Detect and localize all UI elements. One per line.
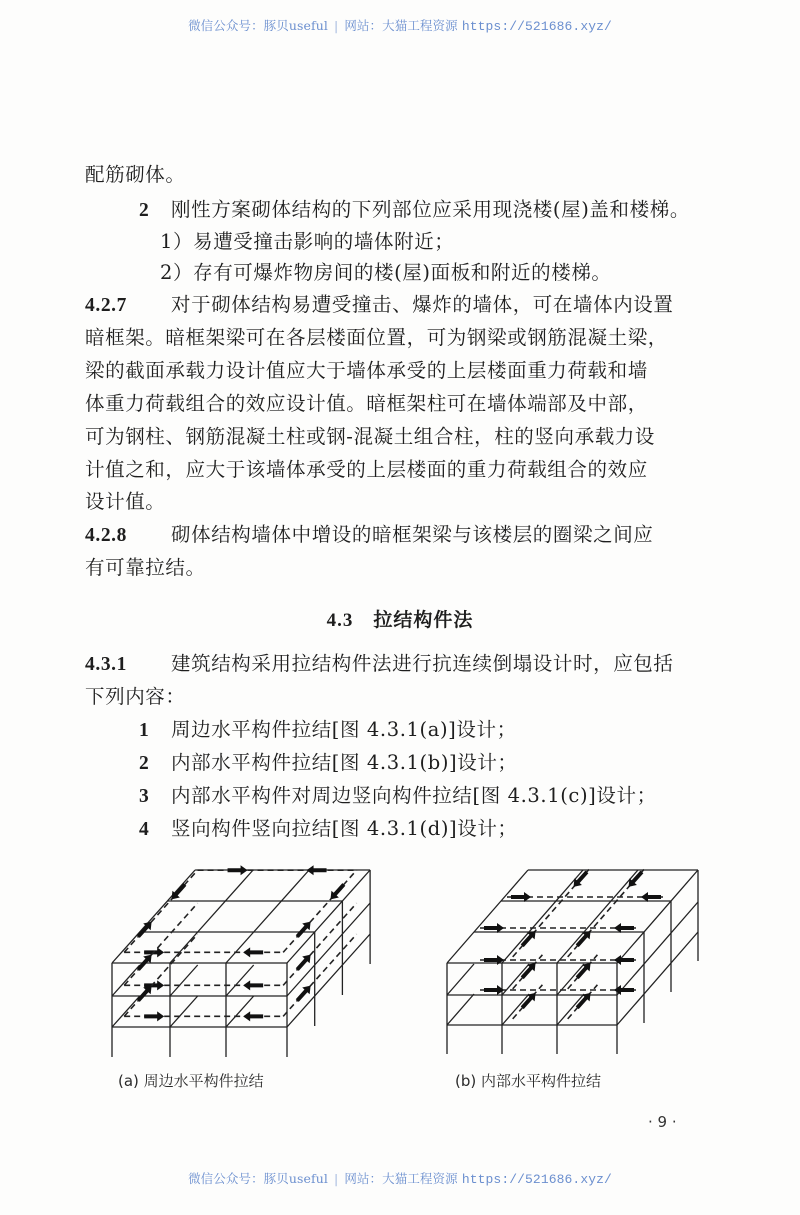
clause-number: 4.3.1 bbox=[85, 654, 127, 675]
clause-text: 建筑结构采用拉结构件法进行抗连续倒塌设计时，应包括 bbox=[171, 652, 674, 675]
text-line: 可为钢柱、钢筋混凝土柱或钢-混凝土组合柱，柱的竖向承载力设 bbox=[85, 425, 655, 448]
page-number: · 9 · bbox=[648, 1113, 677, 1131]
clause-number: 4.2.7 bbox=[85, 295, 127, 316]
item-text: 内部水平构件拉结[图 4.3.1(b)]设计； bbox=[171, 751, 518, 774]
item-number: 3 bbox=[139, 786, 150, 807]
item-text: 内部水平构件对周边竖向构件拉结[图 4.3.1(c)]设计； bbox=[171, 784, 657, 807]
watermark-separator: | bbox=[334, 1171, 339, 1186]
item-number: 1 bbox=[139, 720, 150, 741]
item-text: 竖向构件竖向拉结[图 4.3.1(d)]设计； bbox=[171, 817, 518, 840]
text-line: 配筋砌体。 bbox=[85, 163, 186, 186]
watermark-footer bbox=[0, 1169, 800, 1187]
text-line: 体重力荷载组合的效应设计值。暗框架柱可在墙体端部及中部， bbox=[85, 392, 648, 415]
watermark-wechat: 微信公众号：豚贝useful bbox=[188, 18, 329, 33]
watermark-url[interactable]: https://521686.xyz/ bbox=[461, 1172, 612, 1187]
text-line: 梁的截面承载力设计值应大于墙体承受的上层楼面重力荷载和墙 bbox=[85, 359, 648, 382]
section-number: 4.3 bbox=[326, 610, 354, 631]
item-number: 2 bbox=[139, 753, 150, 774]
item-text: 周边水平构件拉结[图 4.3.1(a)]设计； bbox=[171, 718, 517, 741]
clause-text: 砌体结构墙体中增设的暗框架梁与该楼层的圈梁之间应 bbox=[171, 523, 654, 546]
text-line: 暗框架。暗框架梁可在各层楼面位置，可为钢梁或钢筋混凝土梁， bbox=[85, 326, 668, 349]
tie-arrow-icon bbox=[484, 985, 504, 995]
clause-number: 4.2.8 bbox=[85, 525, 127, 546]
item-text: 刚性方案砌体结构的下列部位应采用现浇楼(屋)盖和楼梯。 bbox=[171, 198, 690, 221]
item-number: 4 bbox=[139, 819, 150, 840]
text-line: 设计值。 bbox=[85, 490, 166, 513]
text-line: 下列内容： bbox=[85, 685, 186, 708]
watermark-site: 网站：大猫工程资源 bbox=[344, 18, 458, 33]
text-line: 计值之和，应大于该墙体承受的上层楼面的重力荷载组合的效应 bbox=[85, 458, 648, 481]
watermark-url[interactable]: https://521686.xyz/ bbox=[461, 19, 612, 34]
clause-text: 对于砌体结构易遭受撞击、爆炸的墙体，可在墙体内设置 bbox=[171, 293, 674, 316]
sub-item: 2）存有可爆炸物房间的楼(屋)面板和附近的楼梯。 bbox=[160, 261, 612, 284]
watermark-site: 网站：大猫工程资源 bbox=[344, 1171, 458, 1186]
sub-item: 1）易遭受撞击影响的墙体附近； bbox=[160, 230, 455, 253]
item-number: 2 bbox=[139, 200, 150, 221]
figure-b-caption: (b) 内部水平构件拉结 bbox=[455, 1072, 601, 1090]
watermark-separator: | bbox=[334, 18, 339, 33]
watermark-wechat: 微信公众号：豚贝useful bbox=[188, 1171, 329, 1186]
text-line: 有可靠拉结。 bbox=[85, 556, 206, 579]
section-title: 拉结构件法 bbox=[373, 609, 474, 631]
figure-a-caption: (a) 周边水平构件拉结 bbox=[118, 1072, 264, 1090]
